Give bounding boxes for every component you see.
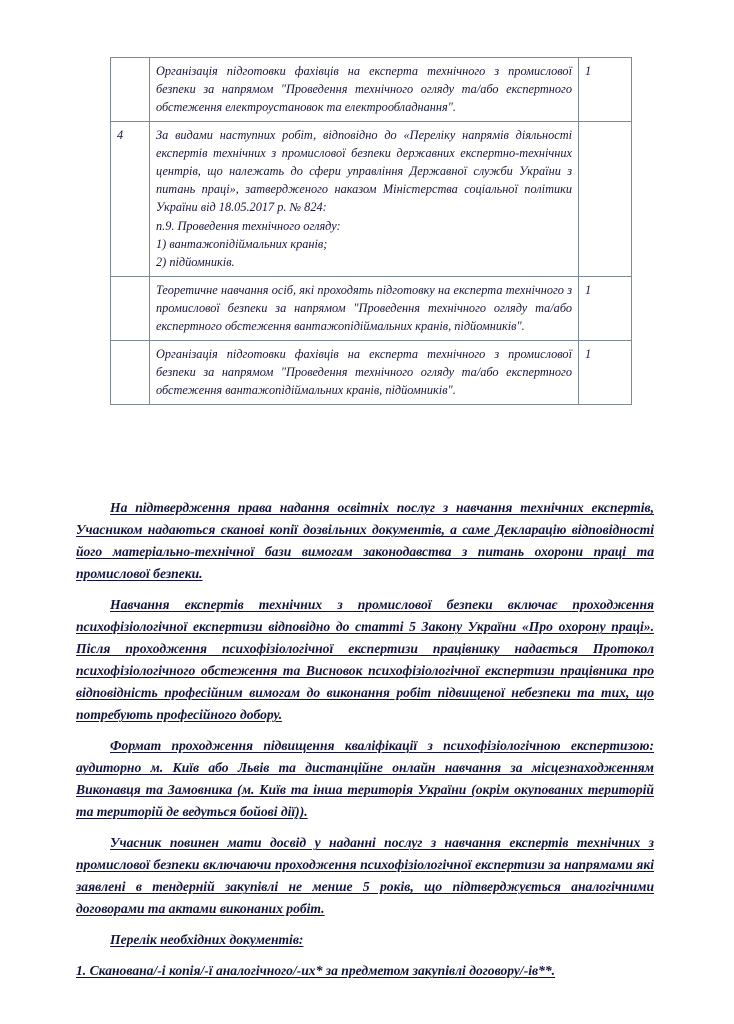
table-row — [111, 58, 632, 122]
row-description — [150, 340, 579, 404]
row-number: 4 — [111, 122, 150, 277]
paragraph-format: Формат проходження підвищення кваліфікації з психофізіологічною експертизою: аудиторно м. Київ або Львів та дистанційне онлайн навчання за місцезнаходженням Виконавця та Замовника (м. Київ та інша територія України (окрім окупованих територій та територій де ведуться бойові дії)). — [76, 738, 654, 820]
row-number — [111, 58, 150, 122]
table-row — [111, 340, 632, 404]
requirements-table — [110, 57, 632, 405]
row-description-line: 1) вантажопідіймальних кранів; — [156, 236, 328, 251]
body-text — [76, 497, 654, 982]
row-description-line: За видами наступних робіт, відповідно до «Переліку напрямів діяльності експертів технічних з промислової безпеки державних експертно-технічних центрів, що належать до сфери управління Державної служби України з питань праці», затвердженого наказом Міністерства соціальної політики України від 18.05.2017 р. № 824: — [156, 128, 572, 215]
row-description-line: Теоретичне навчання осіб, які проходять підготовку на експерта технічного з промислової безпеки за напрямом "Проведення технічного огляду та/або експертного обстеження вантажопідіймальних кранів, підйомників". — [156, 282, 572, 333]
table-row — [111, 122, 632, 277]
row-quantity: 1 — [579, 276, 632, 340]
paragraph-confirmation: На підтвердження права надання освітніх послуг з навчання технічних експертів, Учасником надаються сканові копії дозвільних документів, а саме Декларацію відповідності його матеріально-технічної бази вимогам законодавства з питань охорони праці та промислової безпеки. — [76, 500, 654, 582]
documents-list-heading: Перелік необхідних документів: — [110, 932, 304, 948]
documents-list-item: 1. Сканована/-і копія/-ї аналогічного/-их* за предметом закупівлі договору/-ів**. — [76, 963, 556, 979]
row-description-line: п.9. Проведення технічного огляду: — [156, 218, 341, 233]
row-quantity: 1 — [579, 340, 632, 404]
row-description-line: Організація підготовки фахівців на експерта технічного з промислової безпеки за напрямом "Проведення технічного огляду та/або експертного обстеження електроустановок та електрообладнання". — [156, 64, 572, 115]
row-description-line: Організація підготовки фахівців на експерта технічного з промислової безпеки за напрямом "Проведення технічного огляду та/або експертного обстеження вантажопідіймальних кранів, підйомників". — [156, 346, 572, 397]
row-description — [150, 58, 579, 122]
paragraph-training: Навчання експертів технічних з промислової безпеки включає проходження психофізіологічної експертизи відповідно до статті 5 Закону України «Про охорону праці». Після проходження психофізіологічної експертизи працівнику надається Протокол психофізіологічного обстеження та Висновок психофізіологічної експертизи працівника про відповідність професійним вимогам до виконання робіт підвищеної небезпеки та тих, що потребують професійного добору. — [76, 597, 654, 723]
table-row — [111, 276, 632, 340]
row-quantity — [579, 122, 632, 277]
row-quantity: 1 — [579, 58, 632, 122]
row-description-line: 2) підйомників. — [156, 254, 235, 269]
row-number — [111, 340, 150, 404]
row-number — [111, 276, 150, 340]
paragraph-experience: Учасник повинен мати досвід у наданні послуг з навчання експертів технічних з промислової безпеки включаючи проходження психофізіологічної експертизи за напрямами які заявлені в тендерній закупівлі не менше 5 років, що підтверджується аналогічними договорами та актами виконаних робіт. — [76, 835, 654, 917]
row-description — [150, 122, 579, 277]
row-description — [150, 276, 579, 340]
